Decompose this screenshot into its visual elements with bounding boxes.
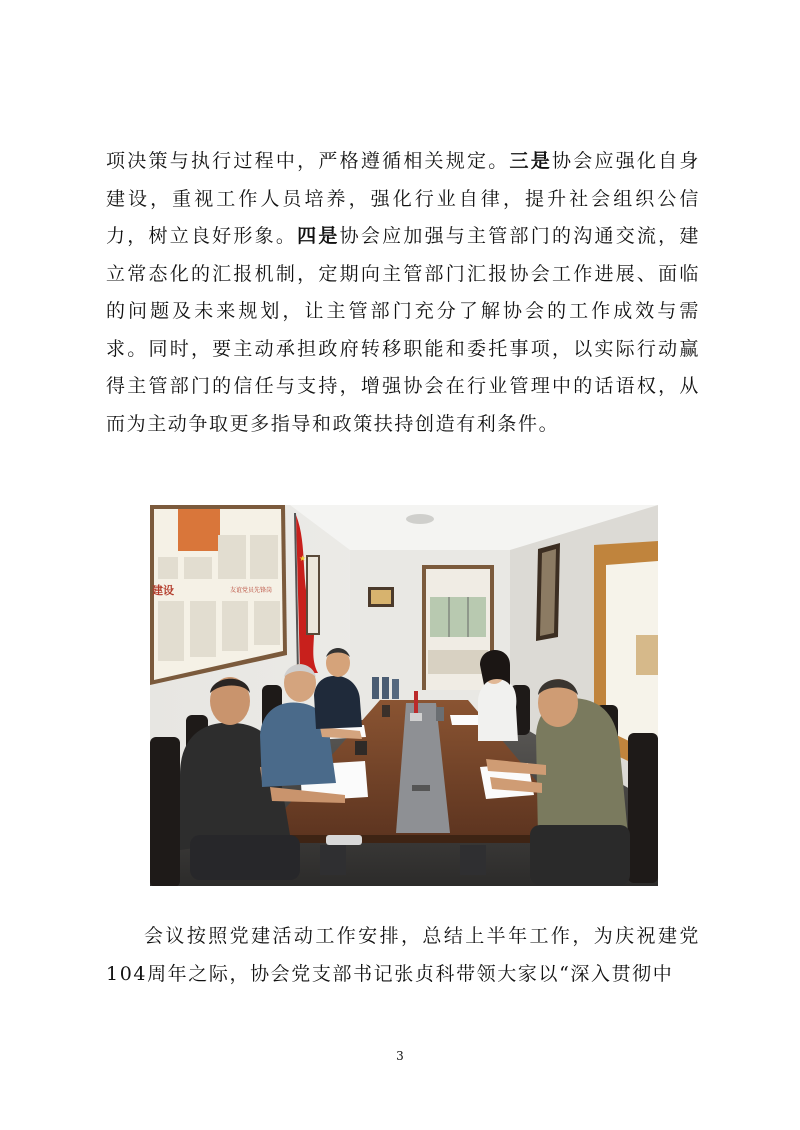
paragraph-text: 协会应强化自身建设，重视工作人员培养，强化行业自律，提升社会组织公信力，树立良好形象。: [106, 150, 701, 247]
page-number: 3: [396, 1049, 404, 1063]
water-bottles: [372, 677, 399, 699]
paragraph-text: 协会应加强与主管部门的沟通交流，建立常态化的汇报机制，定期向主管部门汇报协会工作进展、面临的问题及未来规划，让主管部门充分了解协会的工作成效与需求。同时，要主动承担政府转移职能和委托事项，以实际行动赢得主管部门的信任与支持，增强协会在行业管理中的话语权，从而为主动争取更多指导和政策扶持创造有利条件。: [106, 225, 701, 435]
board-heading: 建设: [152, 584, 174, 597]
paragraph-text: 项决策与执行过程中，严格遵循相关规定。: [106, 150, 510, 172]
emphasis-text: 三是: [509, 150, 552, 172]
ceiling-lamp: [406, 514, 434, 524]
meeting-photo: [150, 505, 658, 886]
board-caption: 友谊党员先锋岗: [230, 587, 273, 594]
bulletin-board: [150, 505, 287, 685]
body-paragraph: [106, 143, 700, 443]
body-paragraph: 会议按照党建活动工作安排，总结上半年工作，为庆祝建党104周年之际，协会党支部书记张贞科带领大家以“深入贯彻中: [106, 925, 700, 985]
emphasis-text: 四是: [297, 225, 340, 247]
svg-text:★: ★: [299, 554, 307, 563]
